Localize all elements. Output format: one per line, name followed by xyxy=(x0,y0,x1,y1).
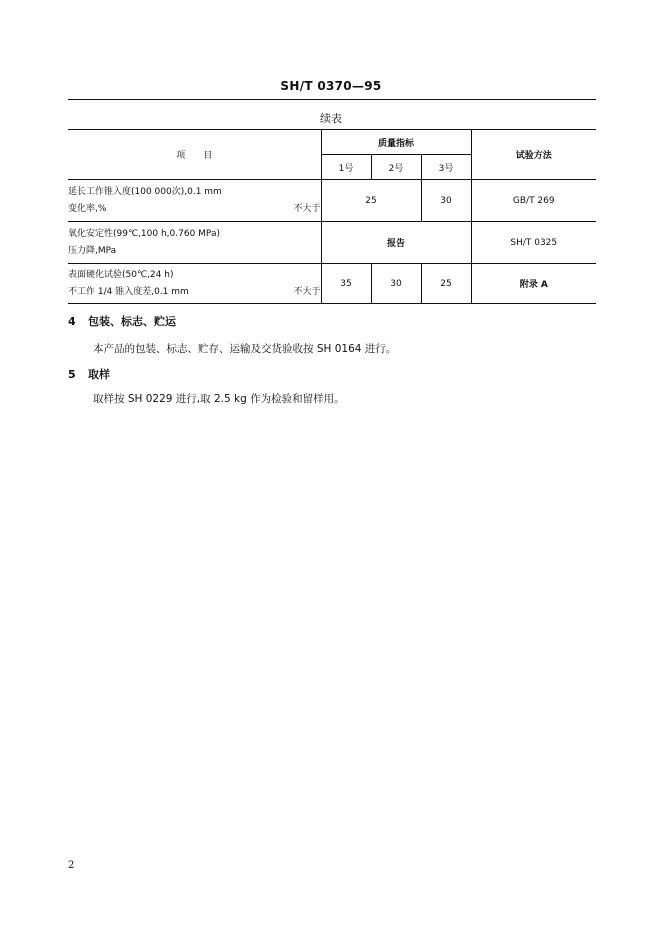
header-grade-3: 3号 xyxy=(421,155,471,180)
section-heading xyxy=(68,366,110,382)
row-item-line1: 表面硬化试验(50℃,24 h) xyxy=(68,269,174,280)
section-paragraph: 本产品的包装、标志、贮存、运输及交货验收按 SH 0164 进行。 xyxy=(93,343,397,355)
row-item-line1: 氧化安定性(99℃,100 h,0.760 MPa) xyxy=(68,228,220,239)
section-heading xyxy=(68,313,176,329)
header-grade-2: 2号 xyxy=(371,155,421,180)
header-rule xyxy=(68,99,596,100)
standard-number: SH/T 0370—95 xyxy=(280,79,382,93)
table-row xyxy=(68,180,596,222)
page-number: 2 xyxy=(68,860,75,871)
row-item xyxy=(68,264,321,304)
row-item xyxy=(68,222,321,264)
header-item: 项 目 xyxy=(68,130,321,180)
row-item-line1: 延长工作锥入度(100 000次),0.1 mm xyxy=(68,186,222,197)
row-item-line2: 变化率,% xyxy=(68,203,107,214)
row-limit: 不大于 xyxy=(293,286,321,297)
value-all-grades: 报告 xyxy=(321,222,471,264)
table-title: 续表 xyxy=(320,112,342,125)
test-method: 附录 A xyxy=(471,264,596,304)
row-item-line2: 不工作 1/4 锥入度差,0.1 mm xyxy=(68,286,189,297)
value-grade-2: 30 xyxy=(371,264,421,304)
section-title: 包装、标志、贮运 xyxy=(88,315,176,328)
value-grade-1: 35 xyxy=(321,264,371,304)
test-method: SH/T 0325 xyxy=(471,222,596,264)
header-quality: 质量指标 xyxy=(321,130,471,155)
table-row xyxy=(68,264,596,304)
test-method: GB/T 269 xyxy=(471,180,596,222)
spec-table xyxy=(68,129,596,304)
section-title: 取样 xyxy=(88,368,110,381)
section-number: 4 xyxy=(68,315,76,328)
table-row xyxy=(68,222,596,264)
value-grade-3: 30 xyxy=(421,180,471,222)
row-limit: 不大于 xyxy=(293,203,321,214)
section-paragraph: 取样按 SH 0229 进行,取 2.5 kg 作为检验和留样用。 xyxy=(93,393,345,405)
row-item-line2: 压力降,MPa xyxy=(68,245,117,256)
header-method: 试验方法 xyxy=(471,130,596,180)
value-grade-1-2: 25 xyxy=(321,180,421,222)
value-grade-3: 25 xyxy=(421,264,471,304)
row-item xyxy=(68,180,321,222)
header-grade-1: 1号 xyxy=(321,155,371,180)
section-number: 5 xyxy=(68,368,76,381)
